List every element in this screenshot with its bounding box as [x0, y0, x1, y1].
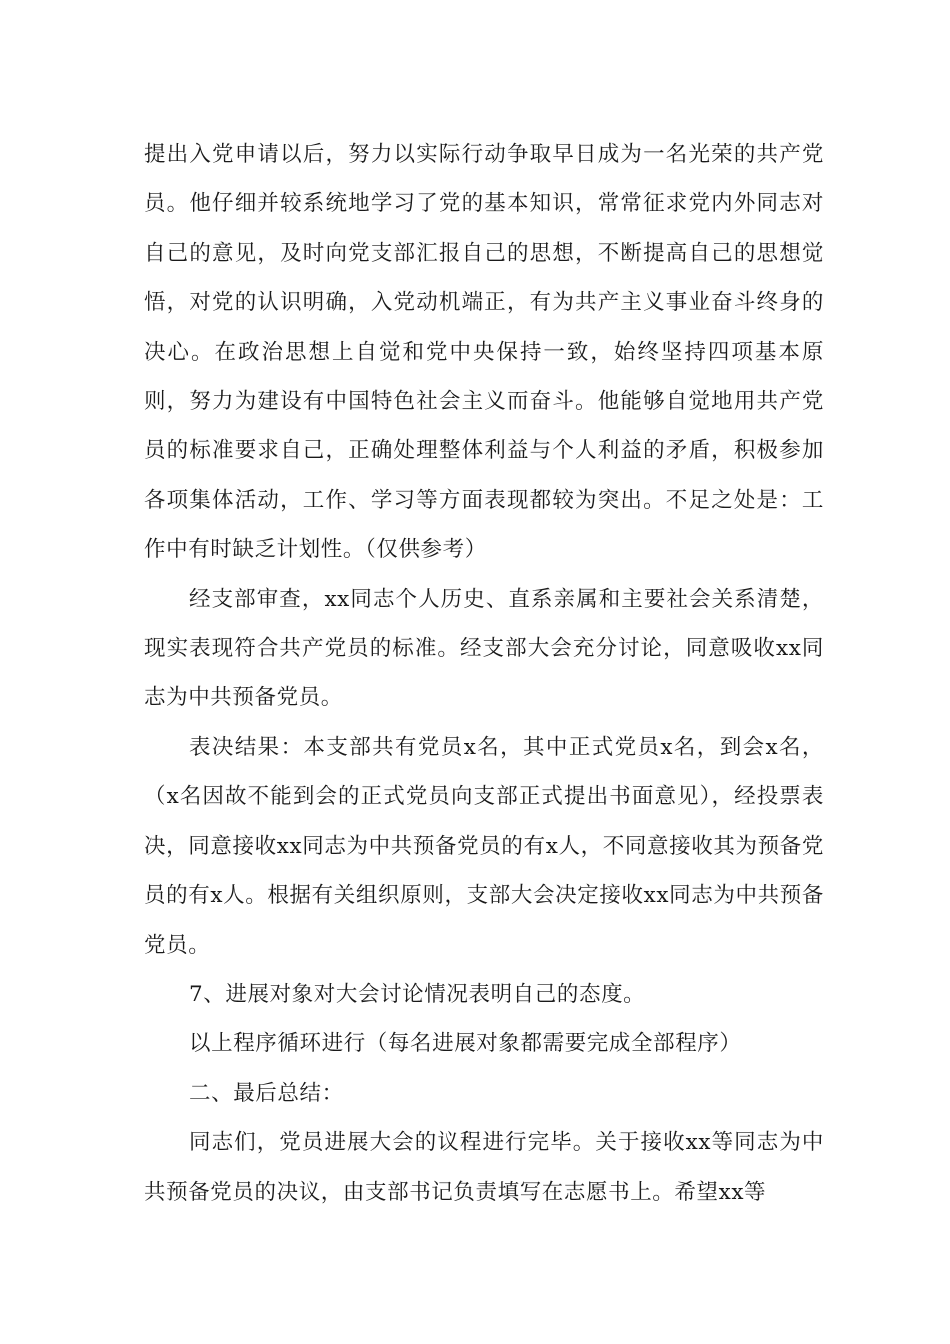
paragraph-continued-evaluation: 提出入党申请以后，努力以实际行动争取早日成为一名光荣的共产党员。他仔细并较系统地学习了党的基本知识，常常征求党内外同志对自己的意见，及时向党支部汇报自己的思想，不断提高自己的思想觉悟，对党的认识明确，入党动机端正，有为共产主义事业奋斗终身的决心。在政治思想上自觉和党中央保持一致，始终坚持四项基本原则，努力为建设有中国特色社会主义而奋斗。他能够自觉地用共产党员的标准要求自己，正确处理整体利益与个人利益的矛盾，积极参加各项集体活动，工作、学习等方面表现都较为突出。不足之处是：工作中有时缺乏计划性。（仅供参考） [144, 142, 824, 563]
paragraph-branch-review: 经支部审查，xx同志个人历史、直系亲属和主要社会关系清楚，现实表现符合共产党员的标准。经支部大会充分讨论，同意吸收xx同志为中共预备党员。 [144, 586, 824, 711]
document-body [144, 130, 824, 1217]
paragraph-closing-summary: 同志们，党员进展大会的议程进行完毕。关于接收xx等同志为中共预备党员的决议，由支部书记负责填写在志愿书上。希望xx等 [144, 1130, 824, 1205]
paragraph-procedure-loop: 以上程序循环进行（每名进展对象都需要完成全部程序） [189, 1031, 742, 1057]
section-heading-summary: 二、最后总结： [189, 1080, 344, 1106]
paragraph-vote-result: 表决结果：本支部共有党员x名，其中正式党员x名，到会x名，（x名因故不能到会的正式党员向支部正式提出书面意见），经投票表决，同意接收xx同志为中共预备党员的有x人，不同意接收其为预备党员的有x人。根据有关组织原则，支部大会决定接收xx同志为中共预备党员。 [144, 734, 824, 958]
paragraph-step-seven: 7、进展对象对大会讨论情况表明自己的态度。 [189, 981, 646, 1007]
